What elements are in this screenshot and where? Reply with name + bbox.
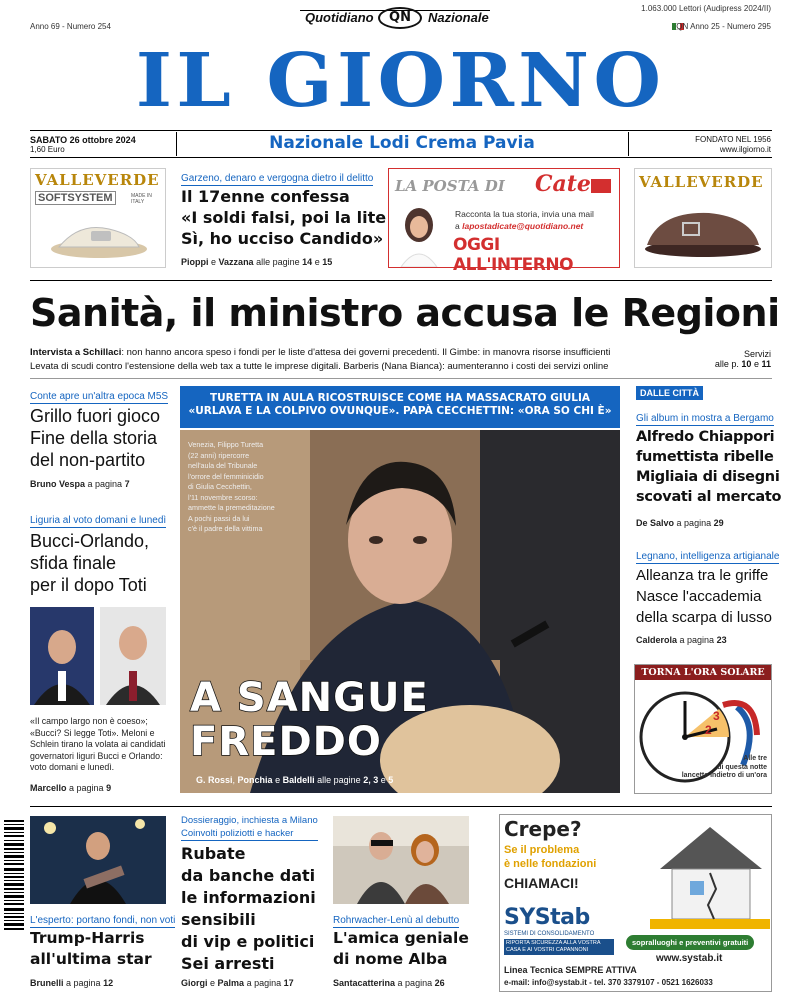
center-banner[interactable]: TURETTA IN AULA RICOSTRUISCE COME HA MASSACRATO GIULIA «URLAVA E LA COLPIVO OVUNQUE». PAPÀ CECCHETTIN: «ORA SO CHI È» [180,386,620,428]
ad-valleverde-right[interactable] [634,168,772,268]
ad-lines: Se il problema è nelle fondazioni [504,844,597,870]
ad-valleverde-left[interactable] [30,168,166,268]
qn-left-text: Quotidiano [305,10,374,25]
site-url[interactable]: www.ilgiorno.it [719,145,771,154]
amica-geniale-photo [333,816,469,904]
edition-label: Nazionale Lodi Crema Pavia [269,133,535,153]
left-s1-headline[interactable]: Grillo fuori gioco Fine della storia del non-partito [30,406,161,470]
cate-portrait [395,205,443,267]
lead-services: Servizi alle p. 10 e 11 [714,349,771,369]
left-s2-ref: Marcello a pagina 9 [30,783,112,793]
ad-systab[interactable] [499,814,772,992]
posta-email[interactable]: lapostadicate@quotidiano.net [462,221,584,231]
left-s1-ref: Bruno Vespa a pagina 7 [30,479,130,489]
left-s1-kicker: Conte apre un'altra epoca M5S [30,391,169,402]
ad-badge: sopralluoghi e preventivi gratuiti [626,935,754,950]
b2-kicker: Dossieraggio, inchiesta a Milano Coinvolti poliziotti e hacker [181,815,318,839]
bottom-rule [30,806,772,807]
ad-crepe: Crepe? [504,817,582,841]
masthead-rule-top [30,130,772,131]
ad-made: MADE IN ITALY [131,193,152,205]
b3-headline[interactable]: L'amica geniale di nome Alba [333,929,469,968]
right-s1-ref: De Salvo a pagina 29 [636,518,724,528]
issue-date: SABATO 26 ottobre 2024 [30,135,136,145]
lead-sub1: Intervista a Schillaci: non hanno ancora speso i fondi per le liste d'attesa dei governi precedenti. Il Gimbe: in manovra risorse insufficienti [30,347,611,358]
ad-web[interactable]: www.systab.it [656,953,723,964]
envelope-icon [591,179,611,193]
posta-cta: OGGI ALL'INTERNO [453,235,574,275]
b3-kicker: Rohrwacher-Lenù al debutto [333,915,460,926]
right-s2-kicker: Legnano, intelligenza artigianale [636,551,780,562]
dalle-citta-tag: DALLE CITTÀ [636,386,703,400]
photo-caption: Venezia, Filippo Turetta (22 anni) ripercorre nell'aula del Tribunale l'orrore del femminicidio di Giulia Cecchettin, l'11 novembre scorso: ammette la premeditazione A pochi passi da lui c'è il padre della vittima [188,440,275,533]
masthead-divider-right [628,132,629,156]
top-story-kicker: Garzeno, denaro e vergogna dietro il delitto [181,173,374,184]
barcode [2,816,26,936]
ad-brand-sub: SISTEMI DI CONSOLIDAMENTO [504,931,595,937]
clock-title: TORNA L'ORA SOLARE [635,665,771,680]
qn-right-text: Nazionale [428,10,489,25]
right-s2-headline[interactable]: Alleanza tra le griffe Nasce l'accademia della scarpa di lusso [636,567,772,626]
b1-ref: Brunelli a pagina 12 [30,978,114,988]
ad-brand-systab: SYStab [504,905,590,930]
b2-ref: Giorgi e Palma a pagina 17 [181,978,294,988]
lead-headline[interactable]: Sanità, il ministro accusa le Regioni [30,291,780,335]
issue-number-right: QN Anno 25 - Numero 295 [676,22,771,31]
top-story-headline[interactable]: Il 17enne confessa «I soldi falsi, poi la lite Sì, ho ucciso Candido» [181,187,387,248]
ad-chiamaci: CHIAMACI! [504,875,579,891]
right-s1-kicker: Gli album in mostra a Bergamo [636,413,774,424]
left-s2-headline[interactable]: Bucci-Orlando, sfida finale per il dopo Toti [30,531,150,595]
center-big-headline[interactable]: A SANGUE FREDDO [190,675,429,765]
left-s2-body: «Il campo largo non è coeso»; «Bucci? Si legge Toti». Meloni e Schlein tirano la volata ai candidati governatori liguri Bucci e Orlando: voto domani e lunedì. [30,716,166,772]
readers-count: 1.063.000 Lettori (Audipress 2024/II) [641,4,771,13]
posta-title: LA POSTA DI [395,177,505,195]
ad-brand: VALLEVERDE [35,171,160,189]
right-s2-ref: Calderola a pagina 23 [636,635,727,645]
b3-ref: Santacatterina a pagina 26 [333,978,445,988]
ad-contacts: e-mail: info@systab.it - tel. 370 3379107 - 0521 1626033 [504,978,713,987]
ora-solare-box [634,664,772,794]
masthead-rule-bottom [30,157,772,158]
clock-num-2: 2 [705,723,712,737]
lead-sub2: Levata di scudi contro l'estensione della web tax a tutte le imprese digitali. Barberis (Nana Bianca): aumenteranno i costi dei servizi online [30,361,609,372]
founded-label: FONDATO NEL 1956 [695,135,771,144]
issue-number-left: Anno 69 - Numero 254 [30,22,111,31]
qn-logo: QN [378,7,422,29]
ad-sub: SOFTSYSTEM [35,191,116,205]
center-ref: G. Rossi, Ponchia e Baldelli alle pagine 2, 3 e 5 [196,775,394,785]
clock-text: Alle tre di questa notte lancette indietro di un'ora [681,755,767,779]
orlando-photo [100,607,166,705]
clock-num-3: 3 [713,709,720,723]
house-icon [650,819,770,929]
right-s1-headline[interactable]: Alfredo Chiappori fumettista ribelle Migliaia di disegni scovati al mercato [636,429,782,505]
posta-line1: Racconta la tua storia, invia una mail [455,209,594,219]
top-story-ref: Pioppi e Vazzana alle pagine 14 e 15 [181,257,333,267]
clog-image [639,201,767,261]
posta-title-cate: Cate [535,171,591,197]
bucci-photo [30,607,94,705]
b1-kicker: L'esperto: portano fondi, non voti [30,915,176,926]
trump-harris-photo [30,816,166,904]
lead-rule [30,280,772,281]
lead-bottom-rule [30,378,772,379]
posta-di-cate-box[interactable] [388,168,620,275]
ad-line-tech: Linea Tecnica SEMPRE ATTIVA [504,965,637,975]
ad-claim: RIPORTA SICUREZZA ALLA VOSTRA CASA E AI VOSTRI CAPANNONI [504,939,614,955]
b1-headline[interactable]: Trump-Harris all'ultima star [30,929,152,968]
b2-headline[interactable]: Rubate da banche dati le informazioni sensibili di vip e politici Sei arresti [181,844,316,973]
sandal-image [49,217,149,259]
newspaper-title: IL GIORNO [135,38,666,124]
ad-brand-right: VALLEVERDE [639,173,764,191]
left-s2-kicker: Liguria al voto domani e lunedì [30,515,167,526]
issue-price: 1,60 Euro [30,145,65,154]
posta-line2: a lapostadicate@quotidiano.net [455,221,584,231]
